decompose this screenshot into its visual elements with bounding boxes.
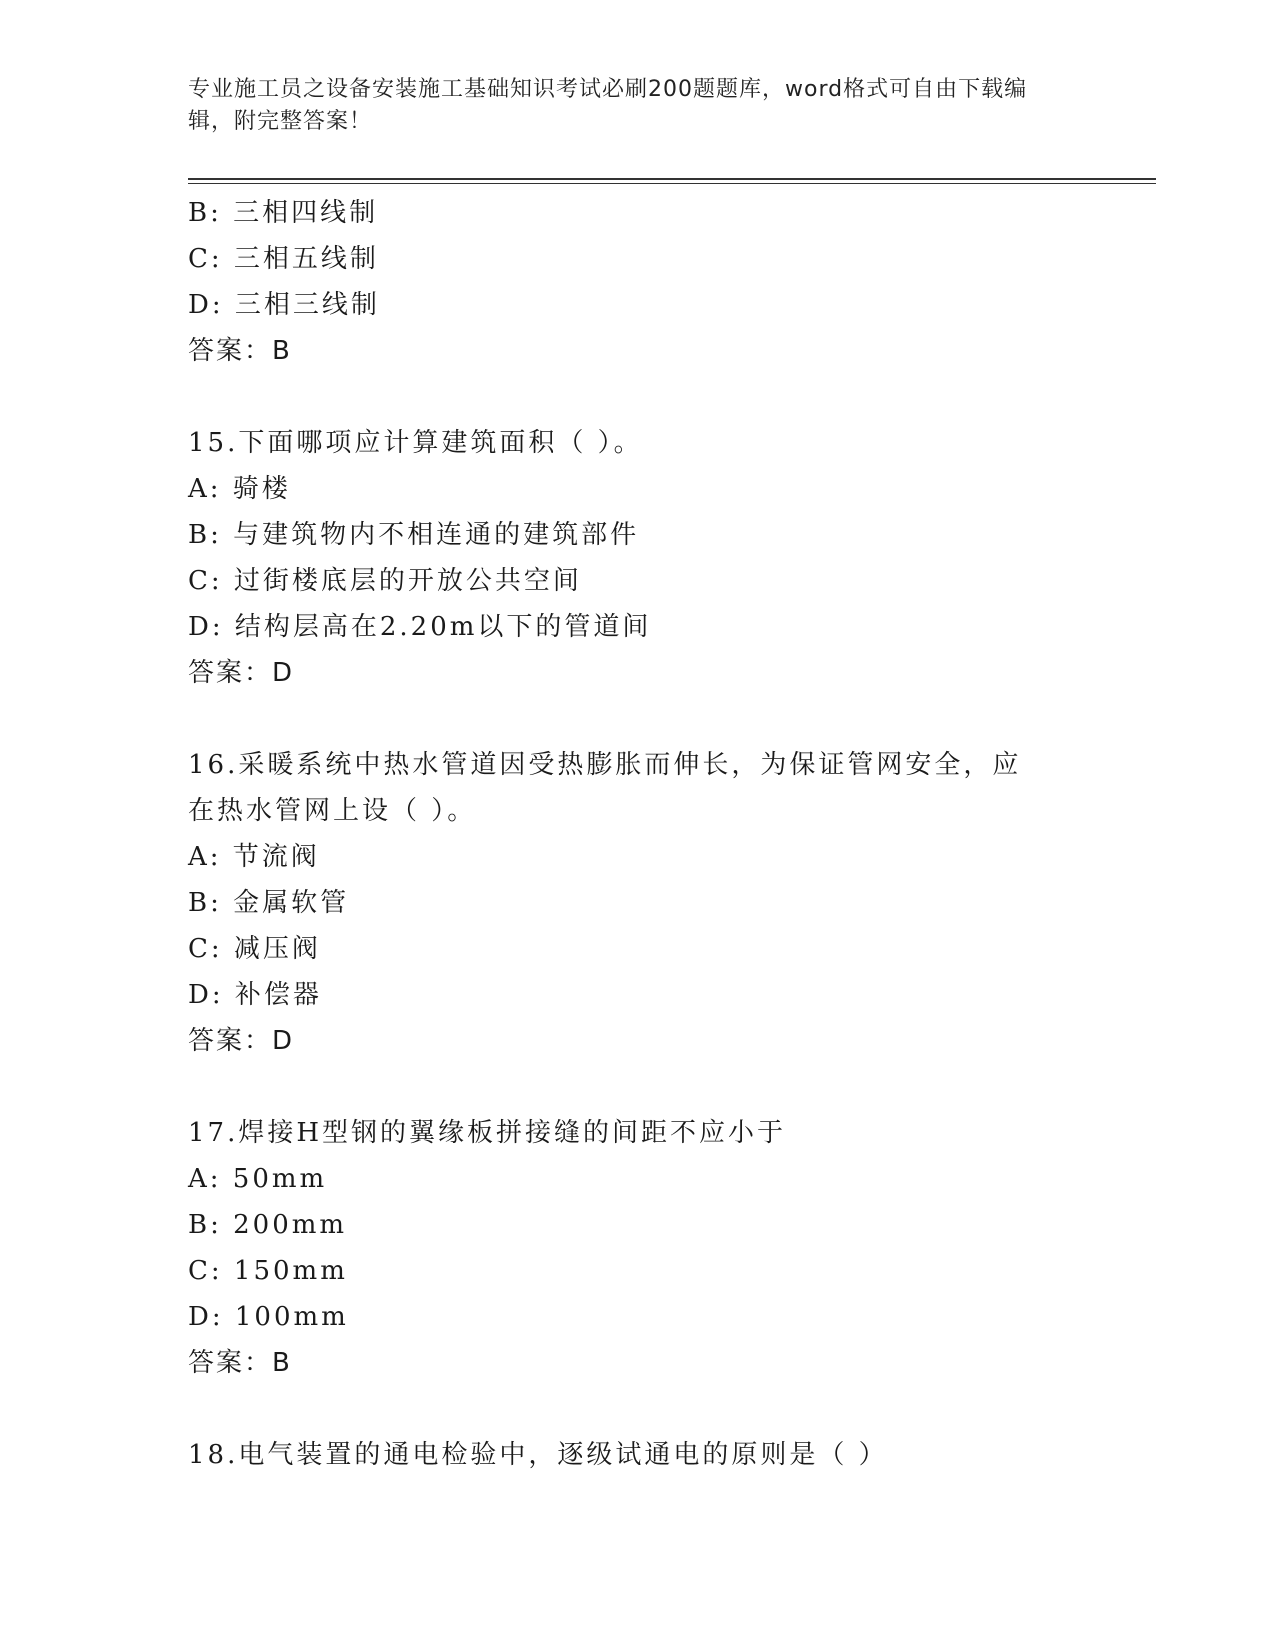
question-16 [188,742,1088,1064]
answer: 答案：B [188,336,292,366]
question-15 [188,420,1088,696]
option-b: B: 三相四线制 [188,198,379,228]
option-b: B: 与建筑物内不相连通的建筑部件 [188,520,640,550]
option-a: A: 节流阀 [188,842,320,872]
option-a: A: 骑楼 [188,474,291,504]
question-text: 18.电气装置的通电检验中，逐级试通电的原则是（ ） [188,1440,888,1470]
option-d: D: 三相三线制 [188,290,380,320]
question-17 [188,1110,1088,1386]
option-c: C: 三相五线制 [188,244,379,274]
option-d: D: 补偿器 [188,980,322,1010]
option-a: A: 50mm [188,1164,328,1194]
header-divider-thin [188,183,1156,184]
header-divider-thick [188,178,1156,180]
option-b: B: 金属软管 [188,888,350,918]
option-c: C: 150mm [188,1256,348,1286]
option-d: D: 结构层高在2.20m以下的管道间 [188,612,652,642]
option-d: D: 100mm [188,1302,349,1332]
question-text: 16.采暖系统中热水管道因受热膨胀而伸长，为保证管网安全，应在热水管网上设（ ）。 [188,750,1022,826]
document-header: 专业施工员之设备安装施工基础知识考试必刷200题题库，word格式可自由下载编辑，附完整答案！ [188,77,1028,134]
question-text: 17.焊接H型钢的翼缘板拼接缝的间距不应小于 [188,1118,787,1148]
answer: 答案：D [188,1026,295,1056]
option-c: C: 过街楼底层的开放公共空间 [188,566,582,596]
question-list [188,190,1088,1478]
question-14-tail [188,190,1088,374]
question-text: 15.下面哪项应计算建筑面积（ ）。 [188,428,643,458]
answer: 答案：B [188,1348,292,1378]
option-b: B: 200mm [188,1210,348,1240]
option-c: C: 减压阀 [188,934,321,964]
answer: 答案：D [188,658,295,688]
question-18 [188,1432,1088,1478]
